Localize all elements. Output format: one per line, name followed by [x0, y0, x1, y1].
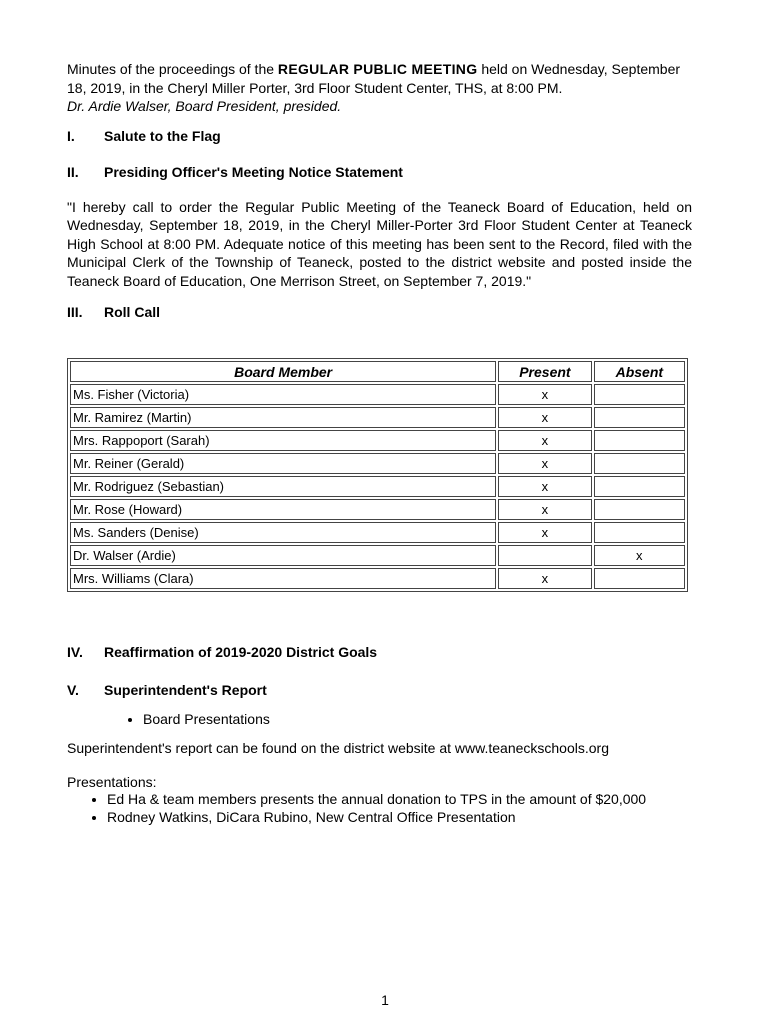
page-number: 1: [381, 992, 389, 1008]
absent-mark: [594, 476, 685, 497]
present-mark: [498, 545, 591, 566]
header-absent: Absent: [594, 361, 685, 382]
header-present: Present: [498, 361, 591, 382]
superintendent-bullets: [67, 710, 692, 728]
table-row: [70, 407, 685, 428]
member-name: Mr. Ramirez (Martin): [70, 407, 496, 428]
member-name: Mrs. Rappoport (Sarah): [70, 430, 496, 451]
list-item: • Ed Ha & team members presents the annual donation to TPS in the amount of $20,000: [107, 790, 692, 808]
section-number: V.: [67, 682, 79, 698]
absent-mark: [594, 499, 685, 520]
section-heading-district-goals: [67, 644, 692, 660]
table-row: [70, 453, 685, 474]
present-mark: x: [498, 499, 591, 520]
absent-mark: [594, 522, 685, 543]
section-number: I.: [67, 127, 75, 144]
absent-mark: [594, 407, 685, 428]
absent-mark: [594, 568, 685, 589]
intro-paragraph: [67, 60, 692, 116]
absent-mark: [594, 384, 685, 405]
section-heading-roll-call: [67, 304, 692, 320]
minutes-page: [67, 60, 692, 826]
present-mark: x: [498, 522, 591, 543]
table-header-row: [70, 361, 685, 382]
section-heading-notice: [67, 164, 692, 180]
section-title: Salute to the Flag: [104, 127, 221, 144]
section-title: Roll Call: [104, 304, 161, 320]
table-row: [70, 545, 685, 566]
present-mark: x: [498, 476, 591, 497]
present-mark: x: [498, 384, 591, 405]
list-item: • Board Presentations: [143, 710, 692, 728]
presentations-label: Presentations:: [67, 774, 157, 790]
present-mark: x: [498, 568, 591, 589]
section-number: III.: [67, 304, 83, 320]
member-name: Mr. Rose (Howard): [70, 499, 496, 520]
list-item: • Rodney Watkins, DiCara Rubino, New Central Office Presentation: [107, 808, 692, 826]
absent-mark: [594, 430, 685, 451]
report-note: Superintendent's report can be found on the district website at www.teaneckschools.org: [67, 740, 609, 756]
presentations-list: [67, 790, 692, 826]
present-mark: x: [498, 453, 591, 474]
section-heading-salute: [67, 128, 692, 144]
table-row: [70, 568, 685, 589]
member-name: Dr. Walser (Ardie): [70, 545, 496, 566]
absent-mark: [594, 453, 685, 474]
section-number: II.: [67, 163, 79, 180]
roll-call-table: [67, 358, 688, 592]
present-mark: x: [498, 407, 591, 428]
meeting-type: REGULAR PUBLIC MEETING: [277, 61, 478, 77]
member-name: Mr. Reiner (Gerald): [70, 453, 496, 474]
member-name: Mrs. Williams (Clara): [70, 568, 496, 589]
intro-prefix: Minutes of the proceedings of the: [67, 61, 275, 77]
presiding-line: Dr. Ardie Walser, Board President, presided.: [67, 98, 342, 114]
intro-suffix: held on Wednesday, September 18, 2019, in the Cheryl Miller Porter, 3rd Floor Student Center, THS, at 8:00 PM.: [67, 61, 681, 96]
section-number: IV.: [67, 644, 83, 660]
header-board-member: Board Member: [70, 361, 496, 382]
table-row: [70, 522, 685, 543]
member-name: Ms. Fisher (Victoria): [70, 384, 496, 405]
table-row: [70, 384, 685, 405]
section-title: Reaffirmation of 2019-2020 District Goals: [104, 644, 378, 660]
member-name: Ms. Sanders (Denise): [70, 522, 496, 543]
table-row: [70, 430, 685, 451]
notice-statement: "I hereby call to order the Regular Public Meeting of the Teaneck Board of Education, held on Wednesday, September 18, 2019, in the Cheryl Miller-Porter 3rd Floor Student Center at Teaneck High School at 8:00 PM. Adequate notice of this meeting has been sent to the Record, filed with the Municipal Clerk of the Township of Teaneck, posted to the district website and posted inside the Teaneck Board of Education, One Merrison Street, on September 7, 2019.": [67, 198, 692, 289]
section-heading-superintendent: [67, 682, 692, 698]
section-title: Superintendent's Report: [104, 682, 267, 698]
section-title: Presiding Officer's Meeting Notice Statement: [104, 163, 403, 180]
table-row: [70, 476, 685, 497]
member-name: Mr. Rodriguez (Sebastian): [70, 476, 496, 497]
present-mark: x: [498, 430, 591, 451]
absent-mark: x: [594, 545, 685, 566]
table-row: [70, 499, 685, 520]
